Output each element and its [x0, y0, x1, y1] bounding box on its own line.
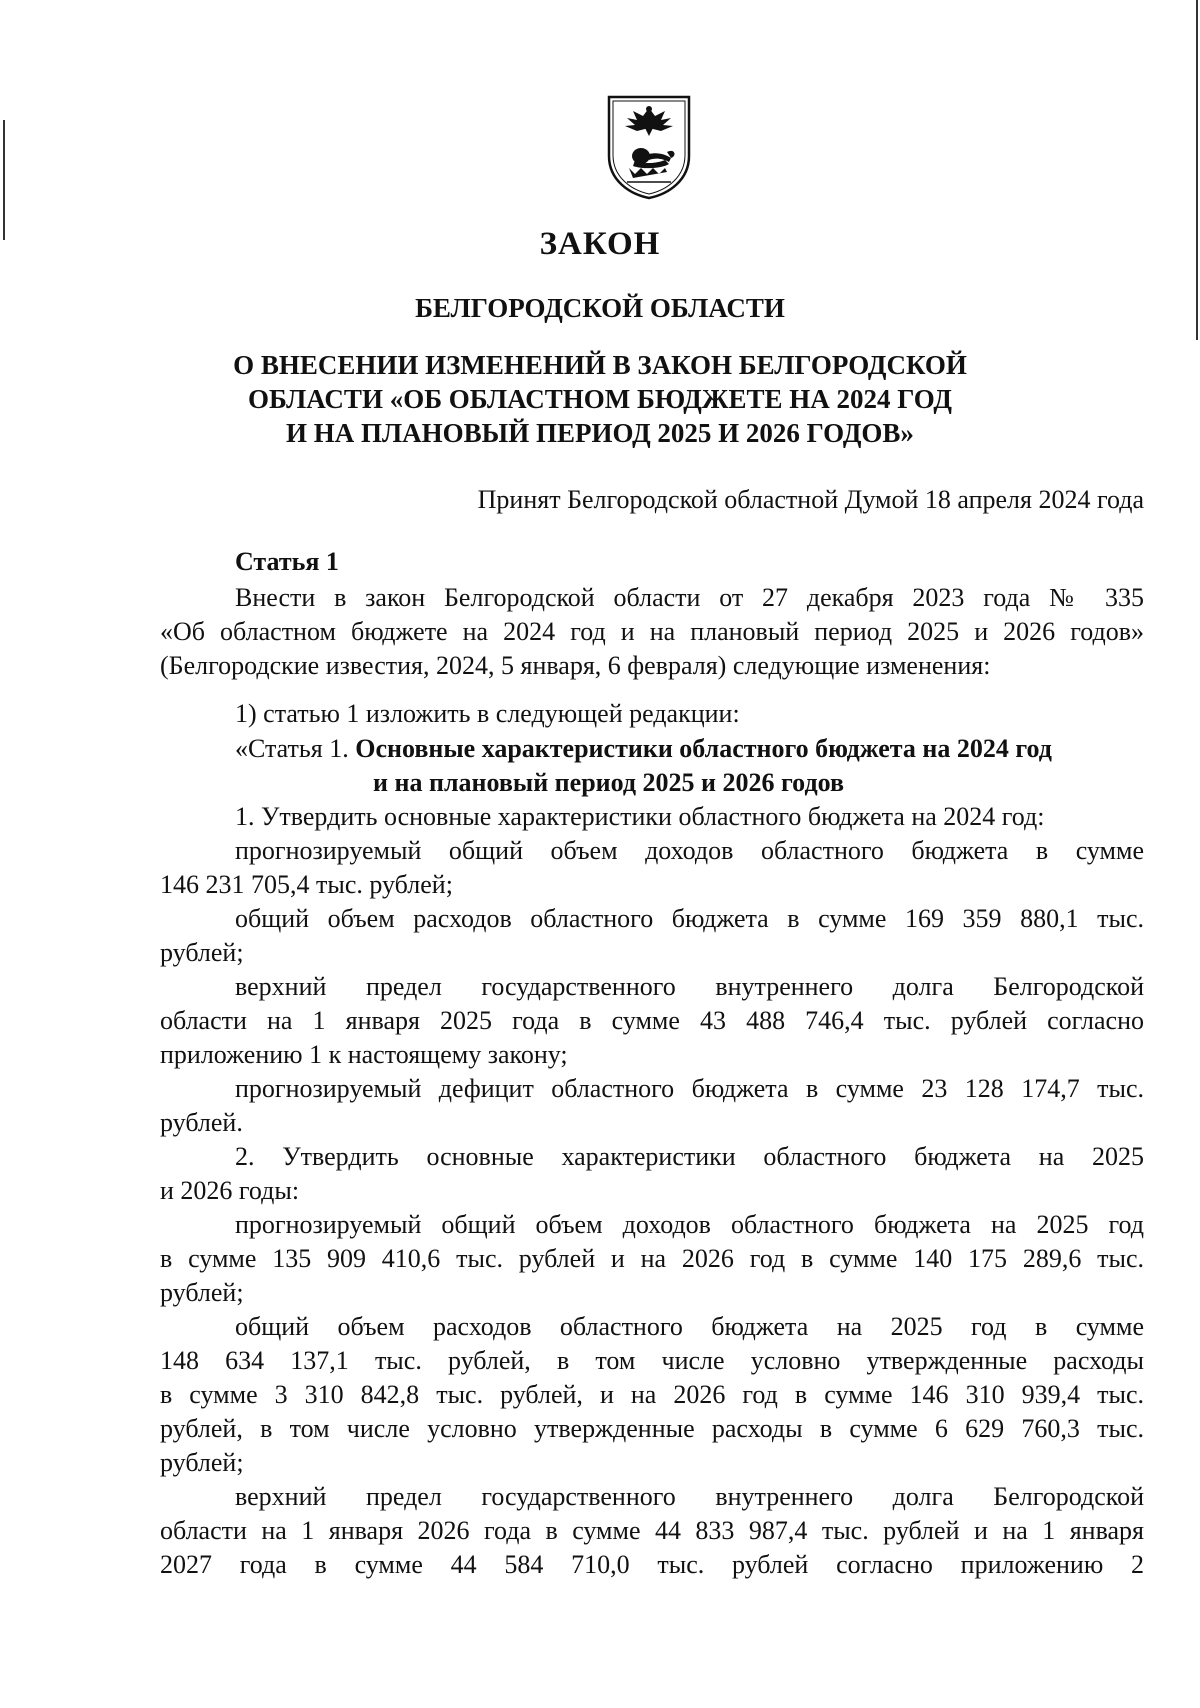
document-type-title: ЗАКОН: [539, 226, 661, 262]
article-body: [160, 800, 1144, 1582]
text-line: общий объем расходов областного бюджета в сумме 169 359 880,1 тыс.: [235, 904, 1144, 933]
text-line: «Об областном бюджете на 2024 год и на плановый период 2025 и 2026 годов»: [160, 617, 1144, 646]
text-line: прогнозируемый общий объем доходов областного бюджета в сумме: [235, 836, 1144, 865]
subject-line: ОБЛАСТИ «ОБ ОБЛАСТНОМ БЮДЖЕТЕ НА 2024 ГОД: [247, 384, 953, 414]
amendment-item: [160, 697, 1144, 731]
law-subject-title: [0, 348, 1200, 450]
text-line: рублей, в том числе условно утвержденные расходы в сумме 6 629 760,3 тыс.: [160, 1414, 1144, 1443]
text-line: Внести в закон Белгородской области от 27 декабря 2023 года № 335: [235, 583, 1144, 612]
text-line: рублей;: [160, 938, 244, 967]
text-line: верхний предел государственного внутреннего долга Белгородской: [235, 1482, 1144, 1511]
text-line: общий объем расходов областного бюджета на 2025 год в сумме: [235, 1312, 1144, 1341]
text-line: и 2026 годы:: [160, 1176, 300, 1205]
text-line: в сумме 3 310 842,8 тыс. рублей, и на 2026 год в сумме 146 310 939,4 тыс.: [160, 1380, 1144, 1409]
subject-line: И НА ПЛАНОВЫЙ ПЕРИОД 2025 И 2026 ГОДОВ»: [286, 418, 914, 448]
text-line: в сумме 135 909 410,6 тыс. рублей и на 2026 год в сумме 140 175 289,6 тыс.: [160, 1244, 1144, 1273]
text-line: 2. Утвердить основные характеристики областного бюджета на 2025: [235, 1142, 1144, 1171]
text-line: рублей;: [160, 1448, 244, 1477]
text-line: 2027 года в сумме 44 584 710,0 тыс. рублей согласно приложению 2: [160, 1550, 1144, 1579]
text-line: рублей.: [160, 1108, 243, 1137]
scan-edge-right: [1196, 0, 1198, 340]
article-intro: [160, 581, 1144, 683]
text-line: (Белгородские известия, 2024, 5 января, 6 февраля) следующие изменения:: [160, 651, 991, 680]
text-line: 146 231 705,4 тыс. рублей;: [160, 870, 453, 899]
text-line: прогнозируемый общий объем доходов областного бюджета на 2025 год: [235, 1210, 1144, 1239]
new-article-title-line2: и на плановый период 2025 и 2026 годов: [373, 768, 844, 797]
text-line: 1) статью 1 изложить в следующей редакции:: [235, 699, 740, 728]
adoption-note: Принят Белгородской областной Думой 18 апреля 2024 года: [477, 485, 1144, 514]
coat-of-arms-emblem: [605, 94, 693, 200]
text-line: области на 1 января 2025 года в сумме 43 488 746,4 тыс. рублей согласно: [160, 1006, 1144, 1035]
text-line: прогнозируемый дефицит областного бюджета в сумме 23 128 174,7 тыс.: [235, 1074, 1144, 1103]
scan-edge-left: [3, 120, 5, 240]
subject-line: О ВНЕСЕНИИ ИЗМЕНЕНИЙ В ЗАКОН БЕЛГОРОДСКОЙ: [233, 350, 967, 380]
text-line: 1. Утвердить основные характеристики областного бюджета на 2024 год:: [235, 802, 1045, 831]
new-article-title-line: [160, 732, 1144, 766]
article-heading: Статья 1: [235, 547, 339, 576]
text-line: рублей;: [160, 1278, 244, 1307]
text-line: верхний предел государственного внутреннего долга Белгородской: [235, 972, 1144, 1001]
text-line: 148 634 137,1 тыс. рублей, в том числе условно утвержденные расходы: [160, 1346, 1144, 1375]
new-article-title: [160, 732, 1144, 800]
new-article-title-text: Основные характеристики областного бюджета на 2024 год: [355, 734, 1052, 763]
new-article-prefix: «Статья 1.: [235, 734, 349, 763]
text-line: приложению 1 к настоящему закону;: [160, 1040, 568, 1069]
region-title: БЕЛГОРОДСКОЙ ОБЛАСТИ: [415, 293, 785, 323]
text-line: области на 1 января 2026 года в сумме 44 833 987,4 тыс. рублей и на 1 января: [160, 1516, 1144, 1545]
